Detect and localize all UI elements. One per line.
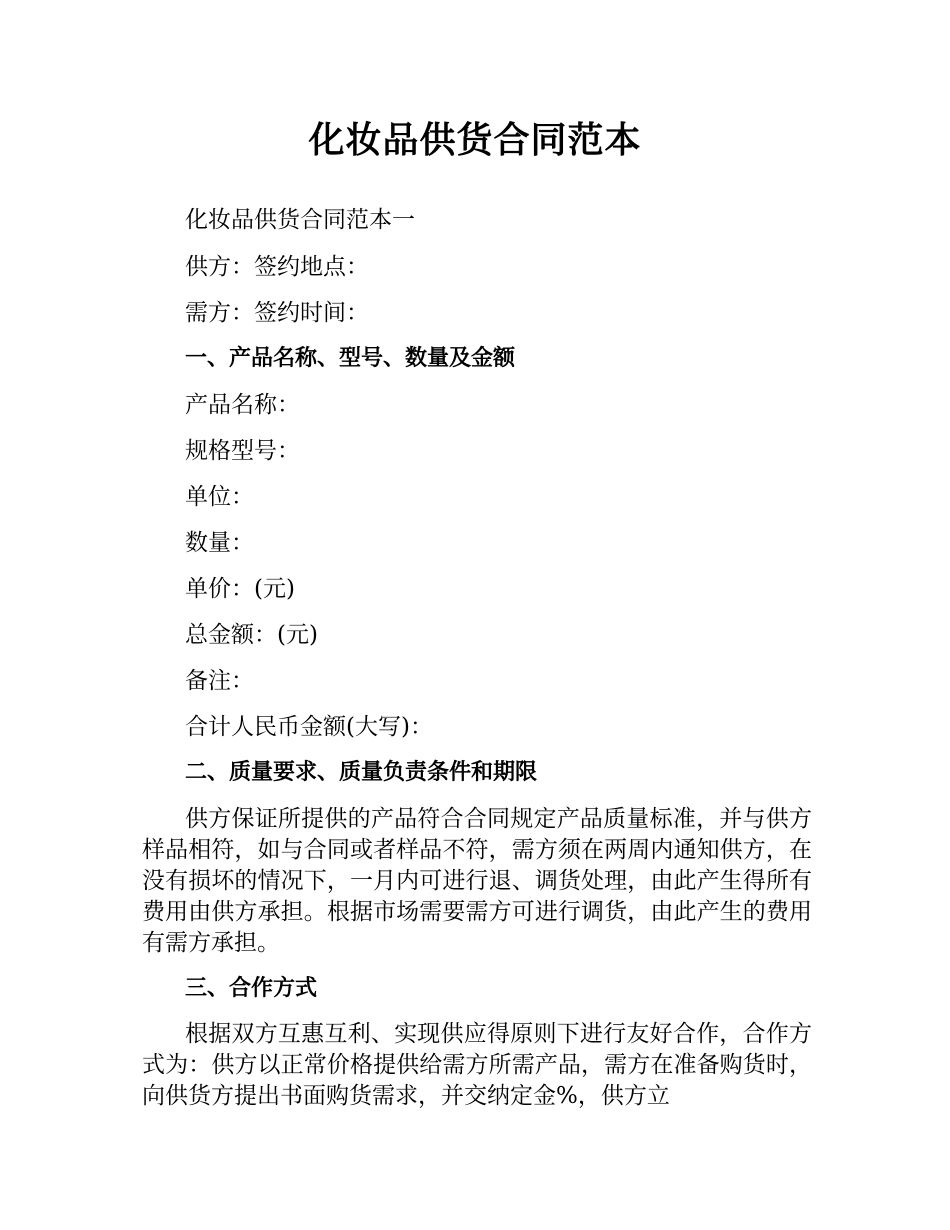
- section-3-body: 根据双方互惠互利、实现供应得原则下进行友好合作，合作方式为：供方以正常价格提供给需方所需产品，需方在准备购货时，向供货方提出书面购货需求，并交纳定金%，供方立: [142, 1021, 812, 1109]
- field-unit-price: 单价：(元): [185, 576, 295, 602]
- section-3-heading: 三、合作方式: [185, 976, 318, 1001]
- field-spec-model: 规格型号：: [185, 438, 300, 464]
- field-total-amount: 总金额：(元): [185, 622, 318, 648]
- field-unit: 单位：: [185, 484, 254, 510]
- supplier-line: 供方：签约地点：: [185, 254, 369, 280]
- field-remarks: 备注：: [185, 668, 254, 694]
- section-2-body: 供方保证所提供的产品符合合同规定产品质量标准，并与供方样品相符，如与合同或者样品不符，需方须在两周内通知供方，在没有损坏的情况下，一月内可进行退、调货处理，由此产生得所有费用由供方承担。根据市场需要需方可进行调货，由此产生的费用有需方承担。: [142, 806, 812, 956]
- field-quantity: 数量：: [185, 530, 254, 556]
- section-2-heading: 二、质量要求、质量负责条件和期限: [185, 760, 538, 785]
- field-total-rmb: 合计人民币金额(大写)：: [185, 714, 433, 740]
- buyer-line: 需方：签约时间：: [185, 300, 369, 326]
- field-product-name: 产品名称：: [185, 392, 300, 418]
- contract-subtitle: 化妆品供货合同范本一: [185, 207, 415, 233]
- section-1-heading: 一、产品名称、型号、数量及金额: [185, 346, 516, 371]
- document-title: 化妆品供货合同范本: [308, 120, 642, 161]
